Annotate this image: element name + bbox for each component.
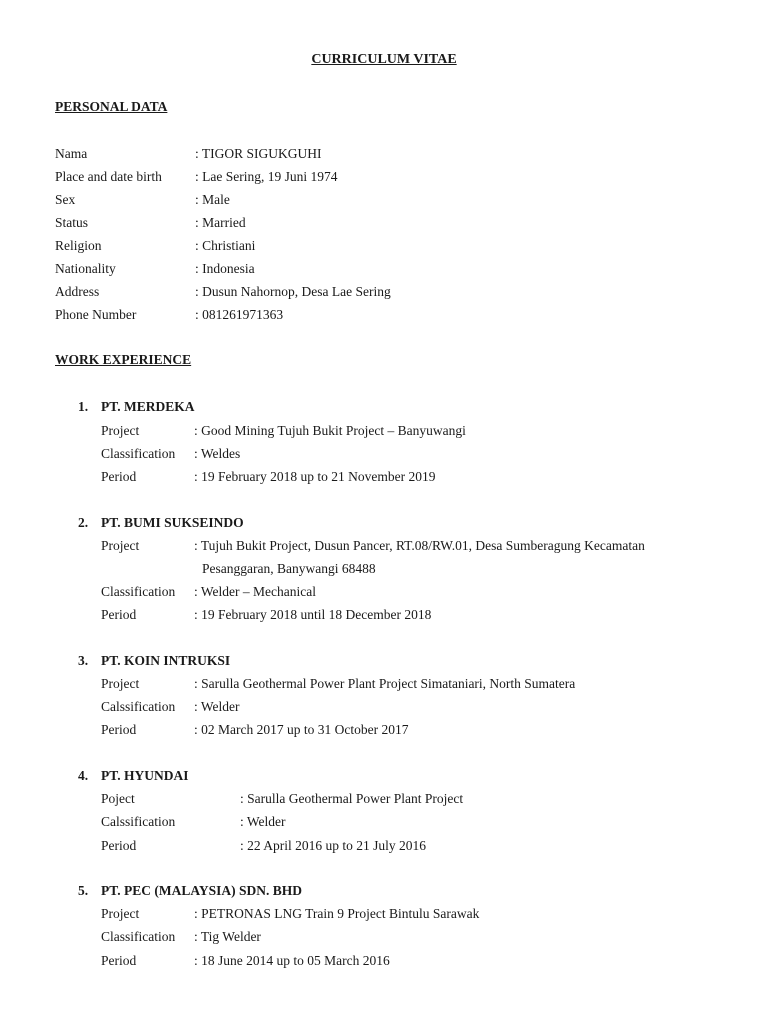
work-experience-heading: WORK EXPERIENCE — [55, 352, 192, 367]
row-value: : Male — [195, 192, 230, 207]
job-number: 1. — [78, 399, 89, 414]
job-4-classification — [101, 814, 286, 830]
detail-label: Classification — [101, 446, 176, 461]
detail-value: : 19 February 2018 up to 21 November 2019 — [194, 469, 436, 484]
detail-label: Period — [101, 469, 137, 484]
detail-value: : Welder – Mechanical — [194, 584, 316, 599]
row-label: Nama — [55, 146, 88, 161]
company-name: PT. PEC (MALAYSIA) SDN. BHD — [101, 883, 303, 898]
row-value: : TIGOR SIGUKGUHI — [195, 146, 322, 161]
row-label: Phone Number — [55, 307, 137, 322]
row-value: : Dusun Nahornop, Desa Lae Sering — [195, 284, 391, 299]
company-name: PT. HYUNDAI — [101, 768, 189, 783]
job-2-period — [101, 607, 431, 623]
personal-row-status — [55, 215, 246, 231]
job-2-company — [78, 515, 244, 531]
job-3-project — [101, 676, 575, 692]
job-2-classification — [101, 584, 316, 600]
company-name: PT. MERDEKA — [101, 399, 195, 414]
detail-value: : Tujuh Bukit Project, Dusun Pancer, RT.08/RW.01, Desa Sumberagung Kecamatan — [194, 538, 645, 553]
detail-label: Calssification — [101, 699, 176, 714]
job-5-classification — [101, 929, 261, 945]
job-number: 2. — [78, 515, 89, 530]
detail-value: : Sarulla Geothermal Power Plant Project — [240, 791, 464, 806]
row-label: Religion — [55, 238, 102, 253]
job-1-company — [78, 399, 195, 415]
detail-label: Calssification — [101, 814, 176, 829]
detail-label: Period — [101, 838, 137, 853]
job-4-project — [101, 791, 463, 807]
job-4-period — [101, 838, 426, 854]
personal-row-nationality — [55, 261, 255, 277]
company-name: PT. BUMI SUKSEINDO — [101, 515, 244, 530]
detail-label: Period — [101, 607, 137, 622]
job-3-period — [101, 722, 408, 738]
detail-value: : Good Mining Tujuh Bukit Project – Banyuwangi — [194, 423, 466, 438]
row-value: : 081261971363 — [195, 307, 284, 322]
row-label: Place and date birth — [55, 169, 162, 184]
detail-value: : 19 February 2018 until 18 December 2018 — [194, 607, 432, 622]
detail-value: : 18 June 2014 up to 05 March 2016 — [194, 953, 390, 968]
detail-label: Project — [101, 676, 140, 691]
detail-label: Classification — [101, 929, 176, 944]
row-label: Nationality — [55, 261, 116, 276]
detail-value: : Sarulla Geothermal Power Plant Project Simataniari, North Sumatera — [194, 676, 576, 691]
detail-value: : Tig Welder — [194, 929, 261, 944]
row-label: Sex — [55, 192, 76, 207]
detail-value: : PETRONAS LNG Train 9 Project Bintulu Sarawak — [194, 906, 480, 921]
job-2-project-continued: Pesanggaran, Banywangi 68488 — [202, 561, 376, 576]
detail-label: Project — [101, 423, 140, 438]
job-1-period — [101, 469, 435, 485]
row-value: : Lae Sering, 19 Juni 1974 — [195, 169, 338, 184]
company-name: PT. KOIN INTRUKSI — [101, 653, 231, 668]
personal-row-name — [55, 146, 322, 162]
job-1-classification — [101, 446, 240, 462]
personal-data-heading: PERSONAL DATA — [55, 99, 168, 114]
detail-label: Classification — [101, 584, 176, 599]
row-label: Address — [55, 284, 100, 299]
job-4-company — [78, 768, 189, 784]
job-number: 4. — [78, 768, 89, 783]
job-3-company — [78, 653, 230, 669]
detail-value: : Welder — [194, 699, 240, 714]
row-label: Status — [55, 215, 89, 230]
job-5-company — [78, 883, 302, 899]
document-title: CURRICULUM VITAE — [311, 52, 457, 67]
detail-label: Project — [101, 906, 140, 921]
job-5-project — [101, 906, 479, 922]
personal-row-birth — [55, 169, 337, 185]
personal-row-religion — [55, 238, 255, 254]
detail-value: : 02 March 2017 up to 31 October 2017 — [194, 722, 409, 737]
row-value: : Married — [195, 215, 246, 230]
row-value: : Indonesia — [195, 261, 255, 276]
detail-label: Poject — [101, 791, 135, 806]
job-number: 5. — [78, 883, 89, 898]
job-5-period — [101, 953, 390, 969]
job-1-project — [101, 423, 466, 439]
row-value: : Christiani — [195, 238, 256, 253]
detail-label: Period — [101, 722, 137, 737]
personal-row-sex — [55, 192, 230, 208]
job-2-project — [101, 538, 645, 554]
personal-row-address — [55, 284, 391, 300]
job-number: 3. — [78, 653, 89, 668]
detail-value: : Welder — [240, 814, 286, 829]
detail-label: Project — [101, 538, 140, 553]
job-3-classification — [101, 699, 240, 715]
personal-row-phone — [55, 307, 283, 323]
detail-label: Period — [101, 953, 137, 968]
detail-value: : Weldes — [194, 446, 241, 461]
detail-value: : 22 April 2016 up to 21 July 2016 — [240, 838, 427, 853]
